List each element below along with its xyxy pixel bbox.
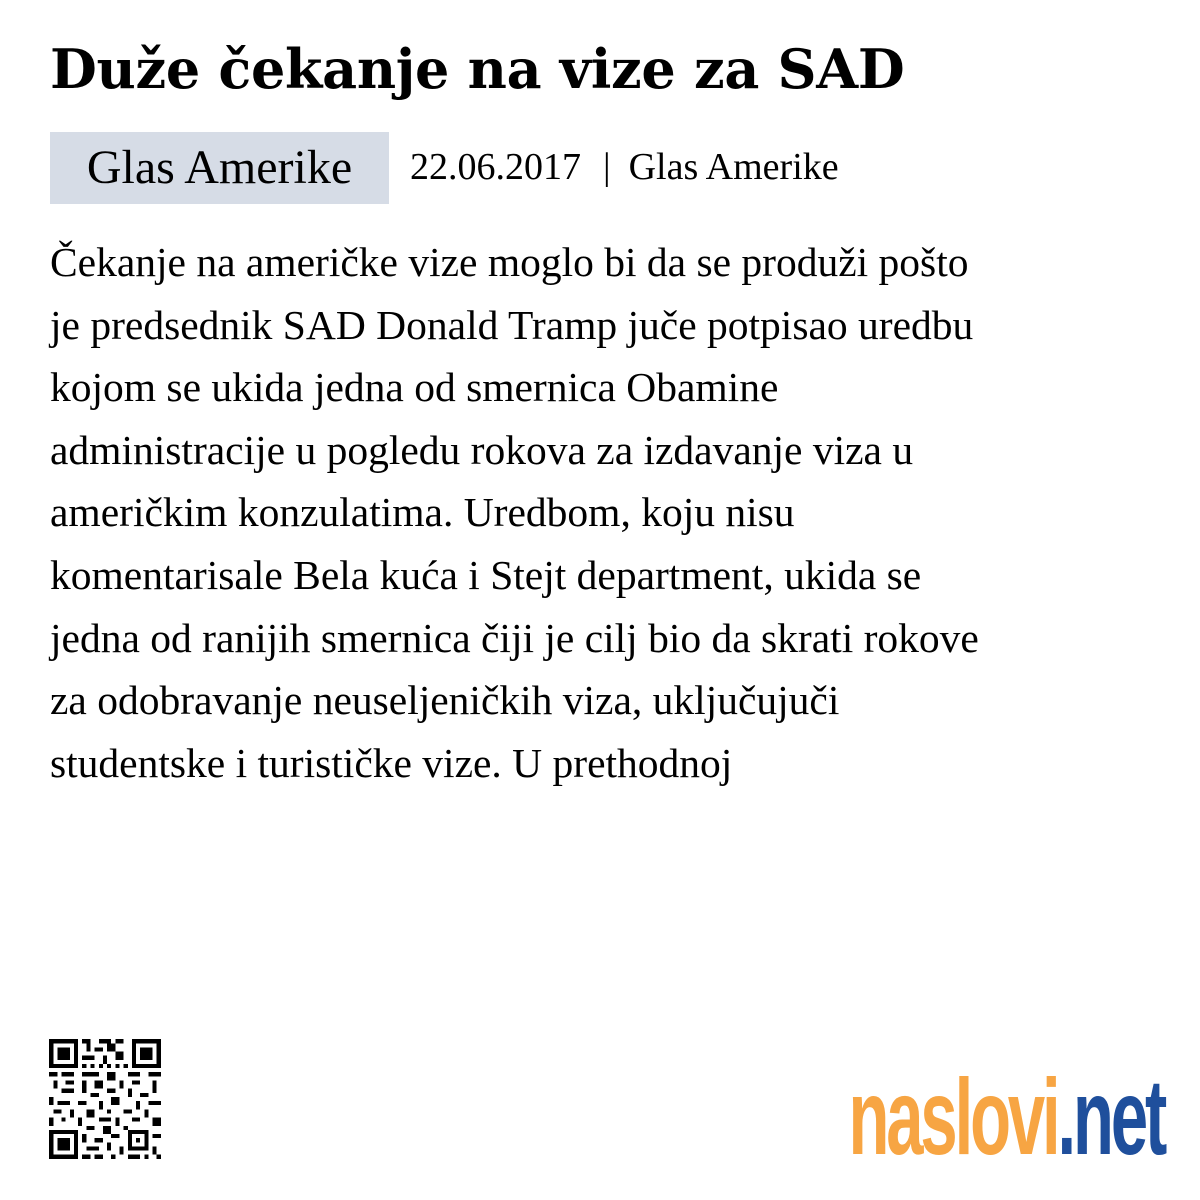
article-body-line: jedna od ranijih smernica čiji je cilj bio da skrati rokove	[50, 614, 979, 661]
article-body-line: kojom se ukida jedna od smernica Obamine	[50, 364, 779, 411]
article-body-line: administracije u pogledu rokova za izdavanje viza u	[50, 426, 914, 473]
article-body-line: komentarisale Bela kuća i Stejt department, ukida se	[50, 551, 922, 598]
qr-code-icon	[45, 1035, 165, 1163]
article-body-line: za odobravanje neuseljeničkih viza, uključujuči	[50, 677, 840, 724]
article-body	[50, 231, 1160, 794]
article-body-line: američkim konzulatima. Uredbom, koju nisu	[50, 489, 795, 536]
logo-part-naslovi: naslovi	[848, 1056, 1058, 1177]
article-source: Glas Amerike	[628, 146, 839, 188]
article-date: 22.06.2017	[410, 146, 581, 188]
article-body-line: je predsednik SAD Donald Tramp juče potpisao uredbu	[50, 301, 974, 348]
source-badge[interactable]: Glas Amerike	[50, 132, 389, 204]
article-body-line: Čekanje na američke vize moglo bi da se produži pošto	[50, 239, 969, 285]
meta-separator: |	[603, 146, 611, 188]
article-meta	[410, 143, 839, 191]
logo-part-net: .net	[1057, 1056, 1164, 1177]
article-title: Duže čekanje na vize za SAD	[50, 37, 905, 101]
naslovi-net-logo[interactable]	[848, 1056, 1164, 1177]
article-body-line: studentske i turističke vize. U prethodnoj	[50, 739, 733, 786]
